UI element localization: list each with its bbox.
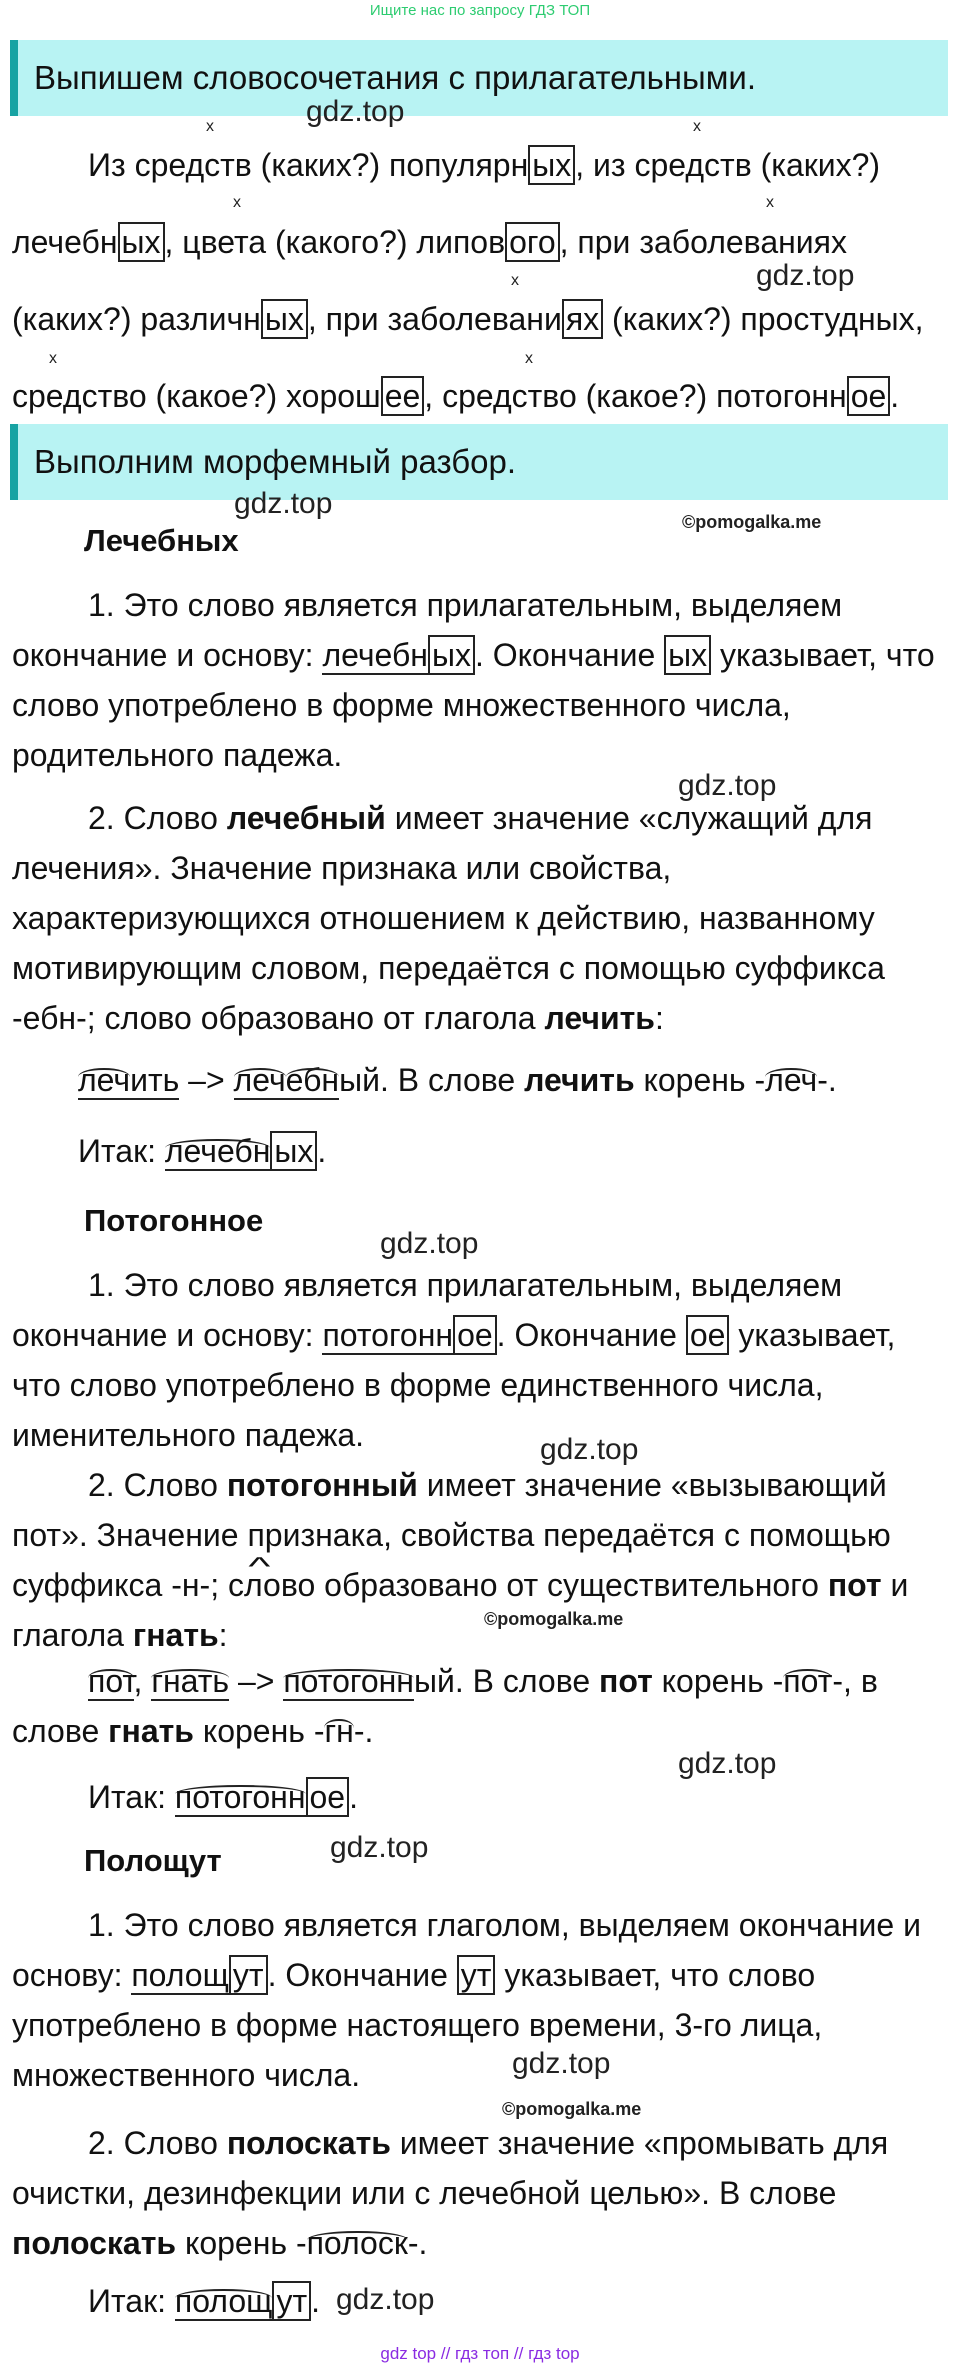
text-segment: –> (229, 1663, 284, 1699)
bold-word: полоскать (12, 2225, 177, 2261)
text-segment: 1. Это слово является прилагательным, выделяем окончание и основу: (12, 1267, 843, 1353)
text-segment: указывает, что слово употреблено в форме единственного числа, именительного падежа. (12, 1317, 896, 1453)
text-segment: средство (какое?) хорош (12, 378, 381, 414)
derivation-line (12, 1656, 950, 1756)
summary-line (88, 1772, 358, 1822)
watermark-gdz: gdz.top (678, 769, 777, 802)
bold-word: полоскать (226, 2125, 391, 2161)
stem-underline: полощ (174, 2283, 273, 2319)
text-segment: корень - (176, 2225, 307, 2261)
text-segment: лечебн (12, 224, 118, 260)
text-segment: корень - (634, 1062, 766, 1098)
text-segment: (каких?) простудных, (603, 301, 924, 337)
watermark-gdz: gdz.top (234, 487, 333, 520)
watermark-gdz: gdz.top (756, 259, 855, 292)
text-segment: -; слово образовано от существительного (199, 1567, 828, 1603)
watermark-pomogalka: ©pomogalka.me (484, 1609, 624, 1629)
text-segment: 2. Слово (88, 1467, 227, 1503)
stem-underline: лечебн (164, 1133, 271, 1169)
watermark-pomogalka: ©pomogalka.me (682, 512, 822, 532)
text-segment: –> (179, 1062, 234, 1098)
text-segment: . (890, 378, 900, 414)
root-arc: пот (783, 1663, 833, 1699)
bold-word: пот (827, 1567, 882, 1603)
root-arc: леч (78, 1062, 131, 1098)
x-mark: x (511, 272, 519, 289)
text-segment: . Окончание (474, 637, 665, 673)
bold-word: гнать (108, 1713, 194, 1749)
ending-box: ое (847, 376, 891, 416)
text-segment: 1. Это слово является прилагательным, выделяем окончание и основу: (12, 587, 843, 673)
paragraph-text (12, 1900, 950, 2100)
suffix-arc: ебн (285, 1062, 340, 1098)
text-segment: , средство (какое?) потогонн (424, 378, 847, 414)
top-banner[interactable]: Ищите нас по запросу ГДЗ ТОП (369, 2, 591, 19)
text-segment: ить (130, 1062, 180, 1098)
root-arc: леч (765, 1062, 818, 1098)
text-segment: имеет значение «промывать для очистки, дезинфекции или с лечебной целью». В слове (12, 2125, 889, 2211)
text-segment: , цвета (какого?) липов (164, 224, 506, 260)
ending-box: ее (381, 376, 425, 416)
root-arc: гнать (151, 1663, 230, 1699)
text-segment: и глагола (12, 1567, 909, 1653)
paragraph (12, 1260, 950, 1460)
root-arc: гн (324, 1713, 354, 1749)
watermark-gdz: gdz.top (380, 1227, 479, 1260)
derivation-line (78, 1055, 837, 1105)
ending-box: ут (272, 2281, 311, 2321)
ending-box: ых (528, 145, 575, 185)
x-mark: x (49, 350, 57, 367)
watermark-gdz: gdz.top (678, 1747, 777, 1780)
text-segment: -. (407, 2225, 428, 2261)
bold-word: лечить (524, 1062, 635, 1098)
watermark-gdz: gdz.top (330, 1831, 429, 1864)
paragraph (12, 1900, 950, 2100)
footer-separator: // (509, 2344, 529, 2363)
text-segment: ый. В слове (339, 1062, 525, 1098)
text-segment: -, в слове (12, 1663, 878, 1749)
x-mark: x (233, 194, 241, 211)
text-segment: -. (817, 1062, 837, 1098)
ending-box: ое (306, 1777, 350, 1817)
paragraph (12, 2118, 950, 2268)
text-segment: . Окончание (496, 1317, 686, 1353)
footer-links (0, 2342, 960, 2366)
text-segment: , при заболевани (307, 301, 562, 337)
root-arc: потогонн (283, 1663, 414, 1699)
word-heading: Лечебных (84, 523, 239, 558)
paragraph-text (12, 1656, 950, 1756)
ending-box: ых (428, 635, 475, 675)
footer-link[interactable]: gdz top (380, 2344, 437, 2363)
ending-box: ых (270, 1131, 317, 1171)
paragraph (12, 793, 950, 1043)
text-segment: корень - (193, 1713, 325, 1749)
ending-box: ого (505, 222, 560, 262)
footer-link[interactable]: гдз top (528, 2344, 580, 2363)
text-segment: . (317, 1133, 327, 1169)
bold-word: гнать (132, 1617, 219, 1653)
text-segment: имеет значение «служащий для лечения». Значение признака или свойства, характеризующихся отношением к действию, названному мотивирующим словом, передаётся с помощью суффикса -ебн-; слово образовано от глагола (12, 800, 885, 1036)
text-segment: имеет значение «вызывающий пот». Значение признака, свойства передаётся с помощью суффикса - (12, 1467, 891, 1603)
summary-line (78, 1126, 326, 1176)
section-header-morpheme: Выполним морфемный разбор. (10, 424, 948, 500)
bold-word: пот (599, 1663, 653, 1699)
text-segment: : (218, 1617, 228, 1653)
ending-box: ое (686, 1315, 730, 1355)
word-heading: Потогонное (84, 1203, 264, 1238)
x-mark: x (693, 118, 701, 135)
section-header-phrases: Выпишем словосочетания с прилагательными. (10, 40, 948, 116)
stem-underline: потогонн (322, 1317, 454, 1353)
stem-underline: лечебн (322, 637, 428, 673)
text-segment: . (349, 1779, 358, 1815)
word-heading: Полощут (84, 1843, 222, 1878)
ending-box: ых (118, 222, 165, 262)
text-segment: : (654, 1000, 664, 1036)
paragraph (12, 580, 950, 780)
text-segment: . (311, 2283, 320, 2319)
ending-box: ых (261, 299, 308, 339)
text-segment: , при заболеваниях (559, 224, 847, 260)
root-arc: пот (88, 1663, 134, 1699)
phrase-line (88, 140, 880, 190)
ending-box: ут (229, 1955, 268, 1995)
phrase-line (12, 371, 899, 421)
bold-word: лечить (544, 1000, 655, 1036)
summary-line (88, 2276, 320, 2326)
ending-box: ях (562, 299, 603, 339)
text-segment: . Окончание (267, 1957, 457, 1993)
text-segment: 1. Это слово является глаголом, выделяем окончание и основу: (12, 1907, 921, 1993)
text-segment: указывает, что слово употреблено в форме множественного числа, родительного падежа. (12, 637, 935, 773)
ending-box: ое (453, 1315, 497, 1355)
paragraph-text (12, 1260, 950, 1460)
watermark-gdz: gdz.top (512, 2047, 611, 2080)
paragraph-text (12, 1460, 950, 1660)
bold-word: лечебный (226, 800, 386, 836)
text-segment: Итак: (88, 2283, 175, 2319)
bold-word: потогонный (226, 1467, 418, 1503)
text-segment: , (133, 1663, 152, 1699)
footer-link[interactable]: гдз топ (455, 2344, 510, 2363)
x-mark: x (525, 350, 533, 367)
text-segment: 2. Слово (88, 800, 227, 836)
text-segment: Из средств (каких?) популярн (88, 147, 529, 183)
root-arc: полоск (306, 2225, 408, 2261)
ending-box: ых (664, 635, 711, 675)
root-arc: леч (233, 1062, 286, 1098)
text-segment: , из средств (каких?) (575, 147, 881, 183)
paragraph-text (12, 793, 950, 1043)
phrase-line (12, 217, 847, 267)
text-segment: (каких?) различн (12, 301, 261, 337)
text-segment: -. (353, 1713, 374, 1749)
text-segment: корень - (652, 1663, 784, 1699)
text-segment: указывает, что слово употреблено в форме настоящего времени, 3-го лица, множественного числа. (12, 1957, 823, 2093)
text-segment: ый. В слове (413, 1663, 600, 1699)
stem-underline: полощ (131, 1957, 229, 1993)
text-segment: Итак: (88, 1779, 175, 1815)
suffix-mark: ^ н (182, 1567, 200, 1603)
paragraph-text (12, 2118, 950, 2268)
x-mark: x (206, 118, 214, 135)
footer-separator: // (436, 2344, 456, 2363)
watermark-gdz: gdz.top (336, 2283, 435, 2316)
stem-underline: потогонн (174, 1779, 306, 1815)
phrase-line (12, 294, 924, 344)
paragraph-text (12, 580, 950, 780)
ending-box: ут (457, 1955, 496, 1995)
watermark-gdz: gdz.top (540, 1433, 639, 1466)
watermark-pomogalka: ©pomogalka.me (502, 2099, 642, 2119)
paragraph (12, 1460, 950, 1660)
text-segment: Итак: (78, 1133, 165, 1169)
text-segment: 2. Слово (88, 2125, 227, 2161)
watermark-gdz: gdz.top (306, 95, 405, 128)
x-mark: x (766, 194, 774, 211)
